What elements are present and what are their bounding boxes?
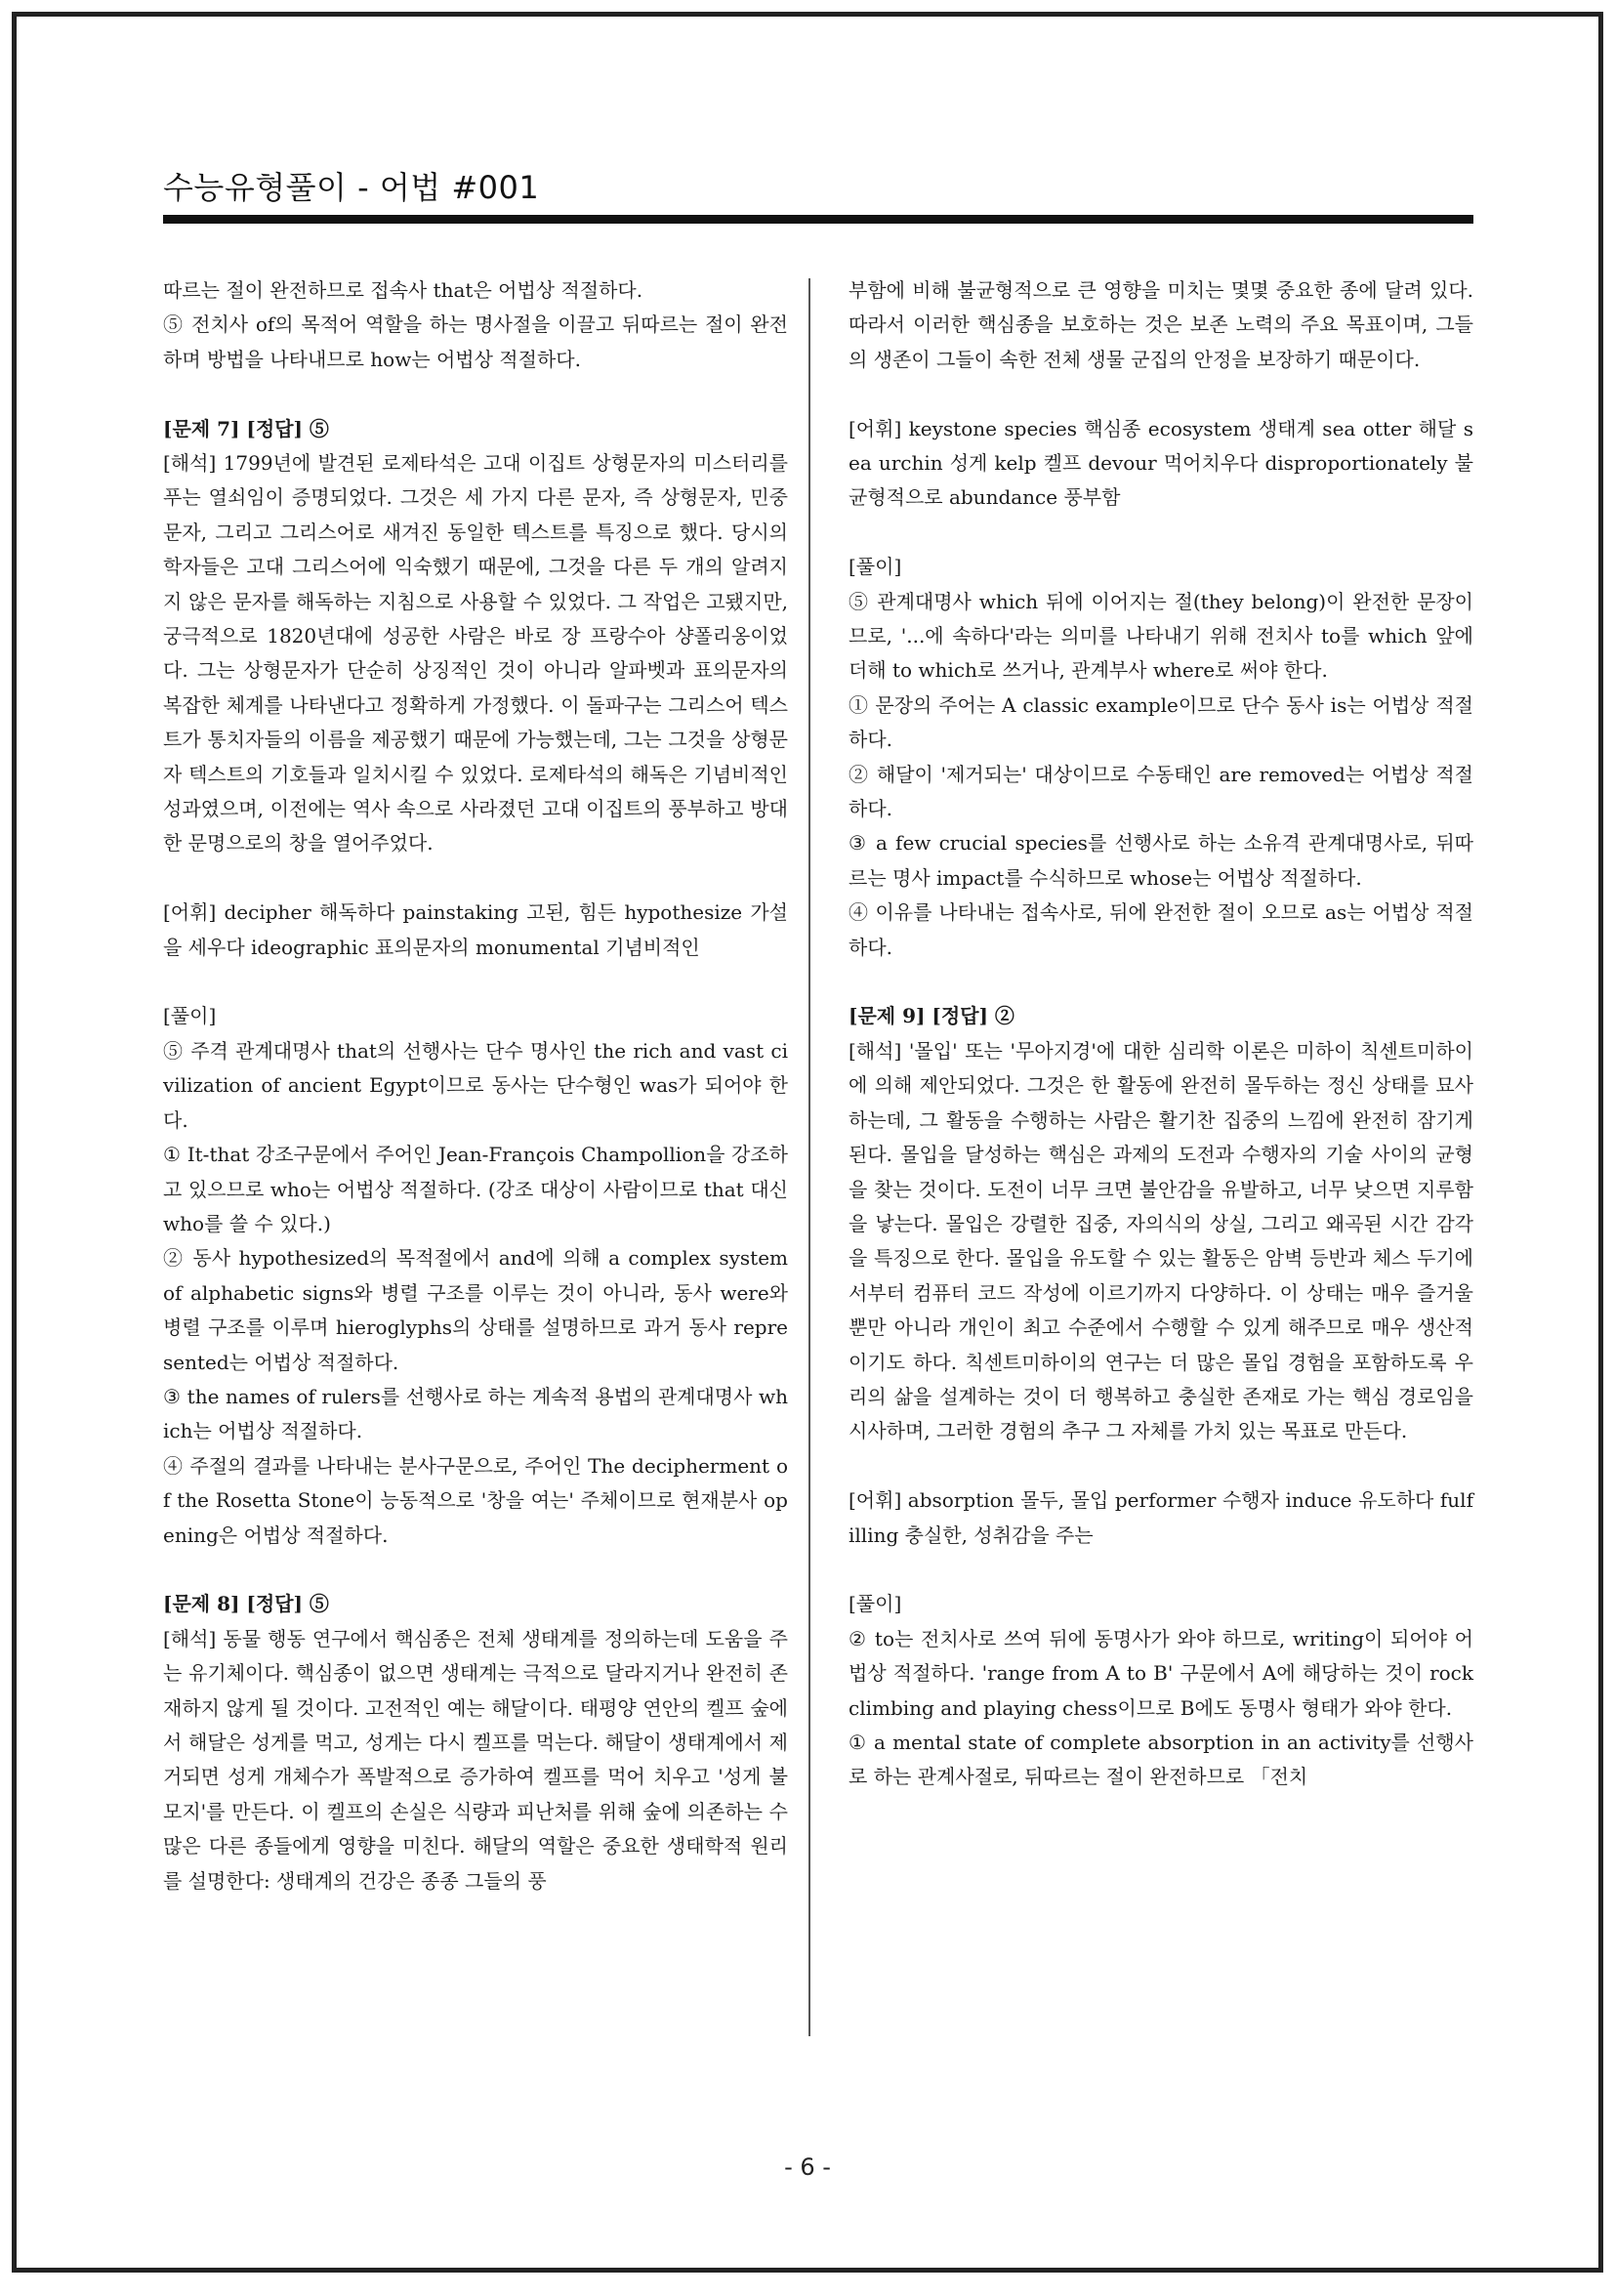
paragraph: ② 동사 hypothesized의 목적절에서 and에 의해 a complex system of alphabetic signs와 병렬 구조를 이루는 것이 아니라, 동사 were와 병렬 구조를 이루며 hieroglyphs의 상태를 설명하므로 과거 동사 represented는 어법상 적절하다. — [163, 1246, 788, 1374]
paragraph: ① 문장의 주어는 A classic example이므로 단수 동사 is는 어법상 적절하다. — [849, 692, 1473, 752]
paragraph: ④ 이유를 나타내는 접속사로, 뒤에 완전한 절이 오므로 as는 어법상 적절하다. — [849, 900, 1473, 959]
paragraph-gap — [163, 377, 788, 411]
left-column — [163, 273, 788, 1899]
page-title: 수능유형풀이 - 어법 #001 — [163, 169, 540, 206]
paragraph: ③ the names of rulers를 선행사로 하는 계속적 용법의 관계대명사 which는 어법상 적절하다. — [163, 1384, 788, 1443]
paragraph: [어휘] decipher 해독하다 painstaking 고된, 힘든 hypothesize 가설을 세우다 ideographic 표의문자의 monumental 기념비적인 — [163, 900, 788, 959]
paragraph: ⑤ 주격 관계대명사 that의 선행사는 단수 명사인 the rich and vast civilization of ancient Egypt이므로 동사는 단수형인 was가 되어야 한다. — [163, 1038, 788, 1132]
paragraph-gap — [163, 965, 788, 999]
document-page — [12, 12, 1603, 2273]
paragraph: 부함에 비해 불균형적으로 큰 영향을 미치는 몇몇 중요한 종에 달려 있다. 따라서 이러한 핵심종을 보호하는 것은 보존 노력의 주요 목표이며, 그들의 생존이 그들이 속한 전체 생물 군집의 안정을 보장하기 때문이다. — [849, 278, 1473, 371]
paragraph: [풀이] — [849, 555, 902, 579]
paragraph: ⑤ 전치사 of의 목적어 역할을 하는 명사절을 이끌고 뒤따르는 절이 완전하며 방법을 나타내므로 how는 어법상 적절하다. — [163, 313, 788, 371]
paragraph-gap — [163, 1553, 788, 1587]
paragraph: [해석] 동물 행동 연구에서 핵심종은 전체 생태계를 정의하는데 도움을 주는 유기체이다. 핵심종이 없으면 생태계는 극적으로 달라지거나 완전히 존재하지 않게 될 것이다. 고전적인 예는 해달이다. 태평양 연안의 켈프 숲에서 해달은 성게를 먹고, 성게는 다시 켈프를 먹는다. 해달이 생태계에서 제거되면 성게 개체수가 폭발적으로 증가하여 켈프를 먹어 치우고 '성게 불모지'를 만든다. 이 켈프의 손실은 식량과 피난처를 위해 숲에 의존하는 수많은 다른 종들에게 영향을 미친다. 해달의 역할은 중요한 생태학적 원리를 설명한다: 생태계의 건강은 종종 그들의 풍 — [163, 1626, 788, 1893]
paragraph-gap — [849, 1553, 1473, 1587]
paragraph: [해석] '몰입' 또는 '무아지경'에 대한 심리학 이론은 미하이 칙센트미하이에 의해 제안되었다. 그것은 한 활동에 완전히 몰두하는 정신 상태를 묘사하는데, 그 활동을 수행하는 사람은 활기찬 집중의 느낌에 완전히 잠기게 된다. 몰입을 달성하는 핵심은 과제의 도전과 수행자의 기술 사이의 균형을 찾는 것이다. 도전이 너무 크면 불안감을 유발하고, 너무 낮으면 지루함을 낳는다. 몰입은 강렬한 집중, 자의식의 상실, 그리고 왜곡된 시간 감각을 특징으로 한다. 몰입을 유도할 수 있는 활동은 암벽 등반과 체스 두기에서부터 컴퓨터 코드 작성에 이르기까지 다양하다. 이 상태는 매우 즐거울 뿐만 아니라 개인이 최고 수준에서 수행할 수 있게 해주므로 매우 생산적이기도 하다. 칙센트미하이의 연구는 더 많은 몰입 경험을 포함하도록 우리의 삶을 설계하는 것이 더 행복하고 충실한 존재로 가는 핵심 경로임을 시사하며, 그러한 경험의 추구 그 자체를 가치 있는 목표로 만든다. — [849, 1038, 1473, 1443]
paragraph: ② to는 전치사로 쓰여 뒤에 동명사가 와야 하므로, writing이 되어야 어법상 적절하다. 'range from A to B' 구문에서 A에 해당하는 것이 rock climbing and playing chess이므로 B에도 동명사 형태가 와야 한다. — [849, 1626, 1473, 1720]
paragraph-gap — [849, 377, 1473, 411]
paragraph: ⑤ 관계대명사 which 뒤에 이어지는 절(they belong)이 완전한 문장이므로, '...에 속하다'라는 의미를 나타내기 위해 전치사 to를 which 앞에 더해 to which로 쓰거나, 관계부사 where로 써야 한다. — [849, 589, 1473, 683]
paragraph-gap — [849, 965, 1473, 999]
answer-heading: [문제 7] [정답] ⑤ — [163, 416, 329, 440]
paragraph: [해석] 1799년에 발견된 로제타석은 고대 이집트 상형문자의 미스터리를 푸는 열쇠임이 증명되었다. 그것은 세 가지 다른 문자, 즉 상형문자, 민중문자, 그리고 그리스어로 새겨진 동일한 텍스트를 특징으로 했다. 당시의 학자들은 고대 그리스어에 익숙했기 때문에, 그것을 다른 두 개의 알려지지 않은 문자를 해독하는 지침으로 사용할 수 있었다. 그 작업은 고됐지만, 궁극적으로 1820년대에 성공한 사람은 바로 장 프랑수아 샹폴리옹이었다. 그는 상형문자가 단순히 상징적인 것이 아니라 알파벳과 표의문자의 복잡한 체계를 나타낸다고 정확하게 가정했다. 이 돌파구는 그리스어 텍스트가 통치자들의 이름을 제공했기 때문에 가능했는데, 그는 그것을 상형문자 텍스트의 기호들과 일치시킬 수 있었다. 로제타석의 해독은 기념비적인 성과였으며, 이전에는 역사 속으로 사라졌던 고대 이집트의 풍부하고 방대한 문명으로의 창을 열어주었다. — [163, 451, 788, 856]
paragraph: ② 해달이 '제거되는' 대상이므로 수동태인 are removed는 어법상 적절하다. — [849, 762, 1473, 821]
paragraph: ① It-that 강조구문에서 주어인 Jean-François Champollion을 강조하고 있으므로 who는 어법상 적절하다. (강조 대상이 사람이므로 that 대신 who를 쓸 수 있다.) — [163, 1143, 788, 1235]
page-number: - 6 - — [784, 2153, 831, 2181]
paragraph: ① a mental state of complete absorption in an activity를 선행사로 하는 관계사절로, 뒤따르는 절이 완전하므로 「전치 — [849, 1730, 1473, 1789]
right-column — [849, 273, 1473, 1795]
answer-heading: [문제 8] [정답] ⑤ — [163, 1592, 329, 1616]
answer-heading: [문제 9] [정답] ② — [849, 1004, 1015, 1028]
paragraph: [어휘] absorption 몰두, 몰입 performer 수행자 induce 유도하다 fulfilling 충실한, 성취감을 주는 — [849, 1488, 1473, 1547]
paragraph: ④ 주절의 결과를 나타내는 분사구문으로, 주어인 The decipherment of the Rosetta Stone이 능동적으로 '창을 여는' 주체이므로 현재분사 opening은 어법상 적절하다. — [163, 1453, 788, 1547]
paragraph-gap — [849, 1449, 1473, 1483]
paragraph: [풀이] — [163, 1004, 217, 1028]
paragraph: 따르는 절이 완전하므로 접속사 that은 어법상 적절하다. — [163, 278, 643, 302]
column-divider — [808, 278, 810, 2036]
paragraph: [어휘] keystone species 핵심종 ecosystem 생태계 sea otter 해달 sea urchin 성게 kelp 켈프 devour 먹어치우다 disproportionately 불균형적으로 abundance 풍부함 — [849, 416, 1473, 510]
header-rule — [163, 215, 1473, 224]
paragraph: [풀이] — [849, 1592, 902, 1616]
paragraph: ③ a few crucial species를 선행사로 하는 소유격 관계대명사로, 뒤따르는 명사 impact를 수식하므로 whose는 어법상 적절하다. — [849, 831, 1473, 890]
paragraph-gap — [849, 516, 1473, 550]
paragraph-gap — [163, 861, 788, 896]
